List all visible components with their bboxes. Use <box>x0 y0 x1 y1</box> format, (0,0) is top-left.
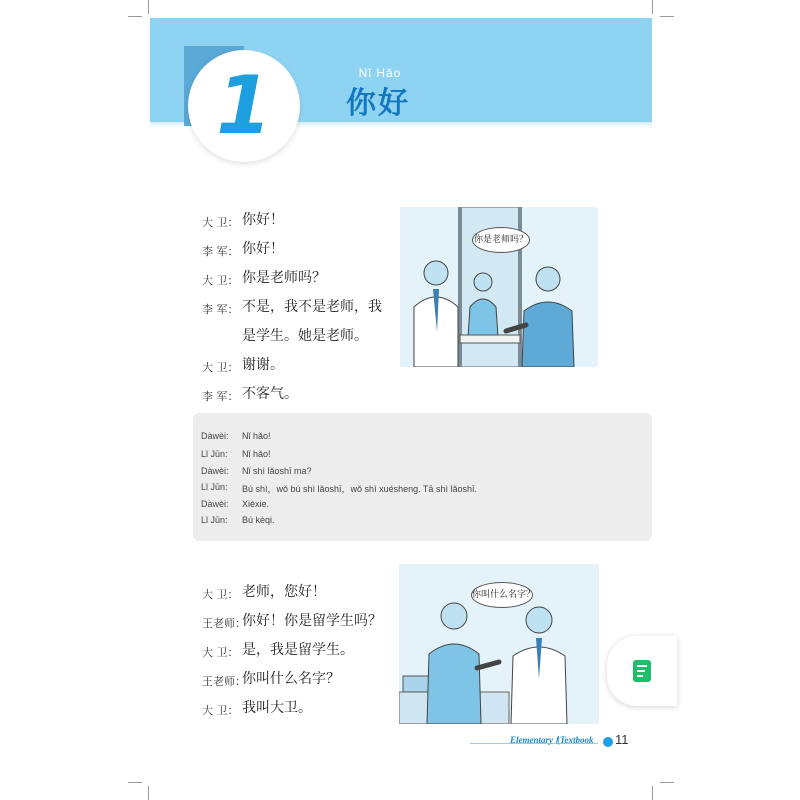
crop-mark <box>148 0 149 14</box>
speaker-name: 王老师： <box>202 617 246 630</box>
pinyin-text: Nǐ shì lǎoshī ma? <box>242 466 312 476</box>
speaker-name: 大 卫： <box>202 361 239 374</box>
dialogue-line <box>202 582 402 611</box>
dialogue-text: 是，我是留学生。 <box>242 642 354 658</box>
side-tab[interactable] <box>607 636 677 706</box>
dialogue-line <box>202 239 402 268</box>
pinyin-speaker: Lǐ Jūn: <box>201 515 228 525</box>
speaker-name: 李 军： <box>202 390 239 403</box>
pinyin-speaker: Dàwèi: <box>201 466 229 476</box>
illustration-classroom-2 <box>399 564 599 724</box>
speaker-name: 王老师： <box>202 675 246 688</box>
pinyin-text: Bú shì，wǒ bú shì lǎoshī，wǒ shì xuésheng. Tā shì lǎoshī. <box>242 484 477 494</box>
crop-mark <box>660 782 674 783</box>
lesson-title-pinyin: Nǐ Hǎo <box>358 66 402 80</box>
dialogue-text: 你好！ <box>242 212 284 228</box>
crop-mark <box>128 16 142 17</box>
lesson-number: 1 <box>216 59 272 152</box>
crop-mark <box>660 16 674 17</box>
pinyin-text: Bú kèqi. <box>242 515 275 525</box>
pinyin-speaker: Dàwèi: <box>201 431 229 441</box>
dialogue-line <box>202 698 402 727</box>
dialogue-text: 你是老师吗？ <box>242 270 326 286</box>
dialogue-text: 不是，我不是老师，我 <box>242 299 382 315</box>
crop-mark <box>652 786 653 800</box>
dialogue-line <box>202 210 402 239</box>
dialogue-line <box>202 297 402 326</box>
speaker-name: 大 卫： <box>202 704 239 717</box>
dialogue-line <box>202 640 402 669</box>
speech-bubble: 你叫什么名字？ <box>471 582 533 608</box>
speaker-name: 大 卫： <box>202 588 239 601</box>
crop-mark <box>128 782 142 783</box>
footer-dot <box>603 737 613 747</box>
pinyin-speaker: Dàwèi: <box>201 499 229 509</box>
dialogue-line <box>202 268 402 297</box>
dialogue-line <box>202 355 402 384</box>
speaker-name: 大 卫： <box>202 646 239 659</box>
dialogue-text: 老师，您好！ <box>242 584 326 600</box>
pinyin-transcript-box <box>193 413 652 541</box>
speaker-name: 大 卫： <box>202 274 239 287</box>
dialogue-1 <box>202 210 402 413</box>
pinyin-text: Nǐ hǎo! <box>242 449 271 459</box>
illustration-classroom-1 <box>400 207 598 367</box>
speaker-name: 李 军： <box>202 303 239 316</box>
dialogue-text: 你好！你是留学生吗？ <box>242 613 382 629</box>
dialogue-line <box>202 326 402 355</box>
dialogue-text: 不客气。 <box>242 386 298 402</box>
pinyin-speaker: Lǐ Jūn: <box>201 449 228 459</box>
footer-book-title: Elementary Ⅰ|Textbook <box>510 735 594 745</box>
crop-mark <box>652 0 653 14</box>
speaker-name: 李 军： <box>202 245 239 258</box>
pinyin-text: Xièxie. <box>242 499 270 509</box>
dialogue-line <box>202 669 402 698</box>
page-number: 11 <box>615 732 629 747</box>
lesson-number-badge <box>188 50 300 162</box>
dialogue-line <box>202 611 402 640</box>
speech-bubble: 你是老师吗？ <box>472 227 530 253</box>
dialogue-text: 你好！ <box>242 241 284 257</box>
crop-mark <box>148 786 149 800</box>
dialogue-2 <box>202 582 402 727</box>
dialogue-line <box>202 384 402 413</box>
dialogue-text: 谢谢。 <box>242 357 284 373</box>
lesson-title: 你好 <box>346 86 410 121</box>
dialogue-text: 你叫什么名字？ <box>242 671 340 687</box>
document-icon <box>633 660 651 682</box>
pinyin-text: Nǐ hǎo! <box>242 431 271 441</box>
speaker-name: 大 卫： <box>202 216 239 229</box>
dialogue-text: 我叫大卫。 <box>242 700 312 716</box>
dialogue-text: 是学生。她是老师。 <box>242 328 368 344</box>
pinyin-speaker: Lǐ Jūn: <box>201 482 228 492</box>
